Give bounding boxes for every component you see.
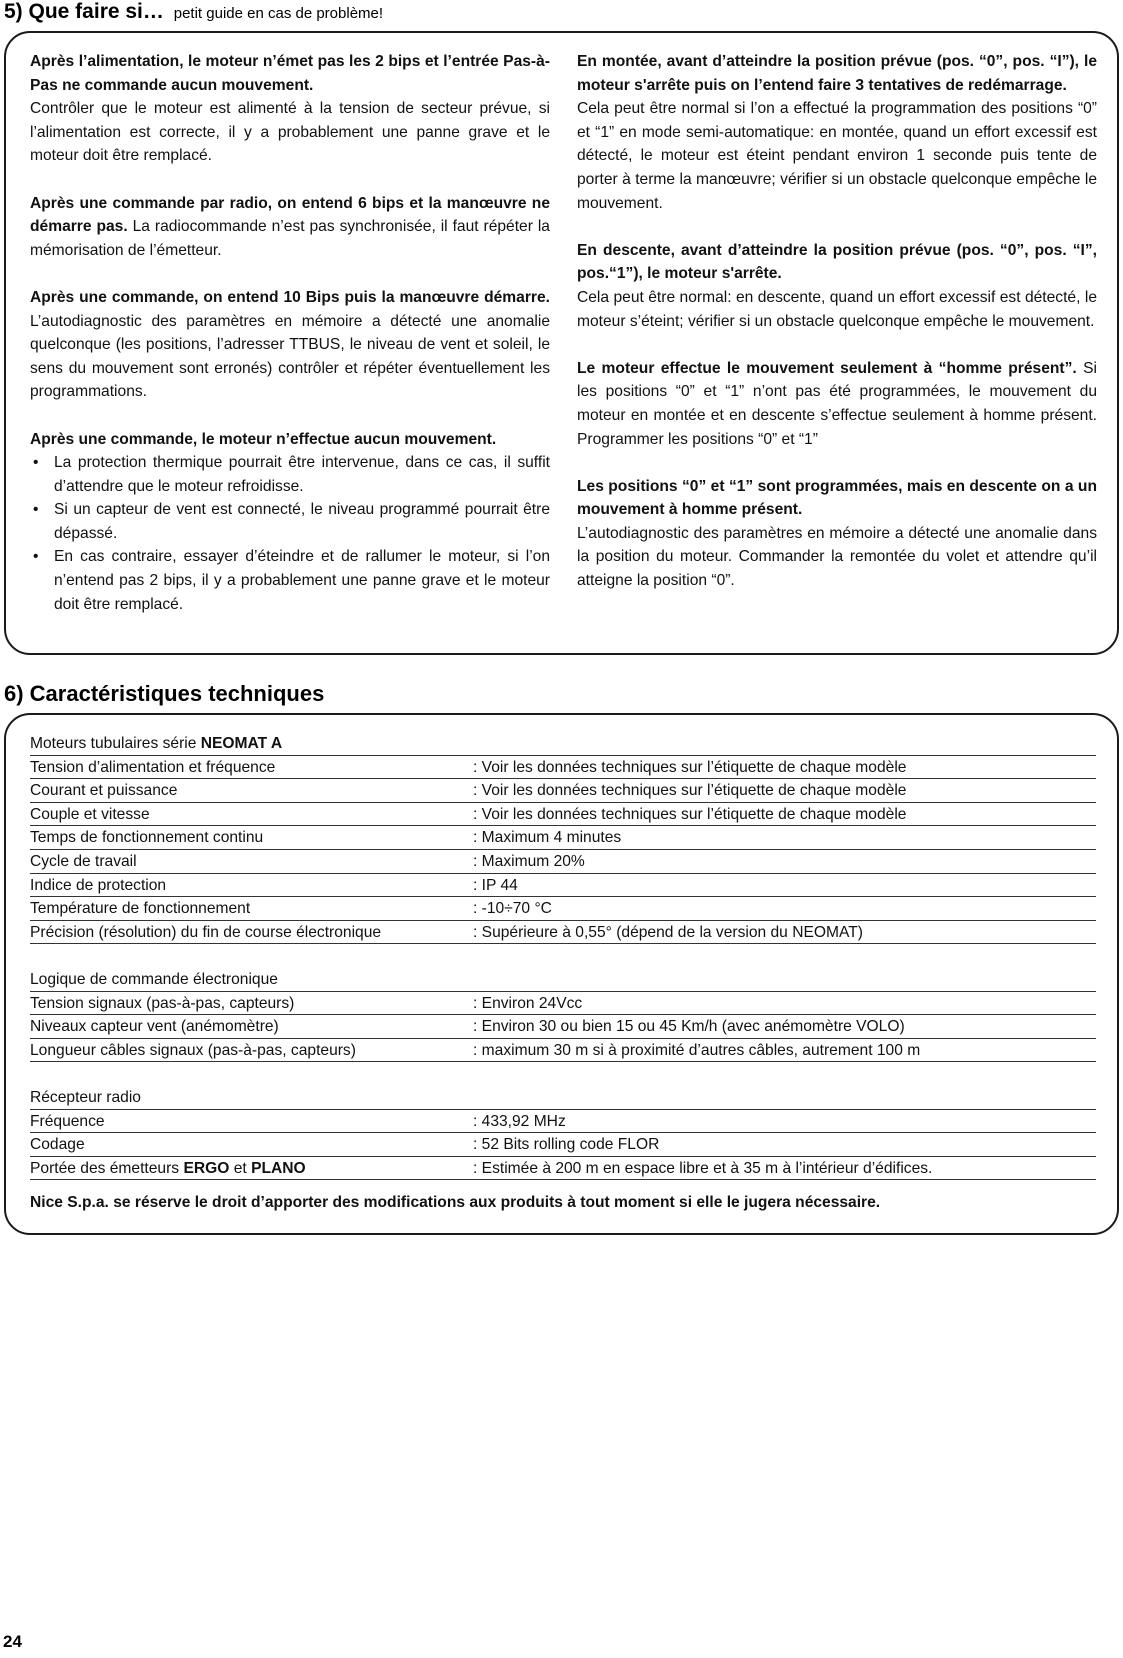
trouble-answer: Cela peut être normal si l’on a effectué la programmation des positions “0” et “1” en mode semi-automatique: en montée, quand un effort excessif est détecté, le moteur est éteint pendant environ 1 seconde puis tente de porter à terme la manœuvre; vérifier si un obstacle quelconque empêche le mouvement.	[577, 100, 1097, 212]
range-label-and: et	[233, 1159, 247, 1177]
trouble-answer: Contrôler que le moteur est alimenté à la tension de secteur prévue, si l’alimentation est correcte, il y a probablement une panne grave et le moteur doit être remplacé.	[30, 100, 550, 165]
spec-value: : 433,92 MHz	[473, 1112, 566, 1130]
trouble-question: Après une commande par radio, on entend 6 bips et la manœuvre ne démarre pas.	[30, 194, 550, 236]
section-6-title: 6) Caractéristiques techniques	[4, 681, 325, 706]
spec-row	[30, 992, 1096, 1016]
trouble-item	[577, 50, 1097, 215]
spec-value: : Voir les données techniques sur l’étiquette de chaque modèle	[473, 805, 907, 823]
spec-value: : Supérieure à 0,55° (dépend de la version du NEOMAT)	[473, 923, 863, 941]
spec-value: : Voir les données techniques sur l’étiquette de chaque modèle	[473, 758, 907, 776]
section-5-title: 5) Que faire si…	[4, 0, 164, 23]
spec-value: : Environ 24Vcc	[473, 994, 583, 1012]
trouble-item	[577, 475, 1097, 593]
spec-label: Cycle de travail	[30, 852, 137, 870]
motors-series-name: NEOMAT A	[200, 735, 283, 752]
trouble-bullet-list	[30, 451, 550, 616]
spec-row	[30, 874, 1096, 898]
spec-row	[30, 1110, 1096, 1134]
spec-label: Tension signaux (pas-à-pas, capteurs)	[30, 994, 295, 1012]
trouble-answer: L’autodiagnostic des paramètres en mémoire a détecté une anomalie dans la position du moteur. Commander la remontée du volet et attendre qu’il atteigne la position “0”.	[577, 524, 1097, 590]
spec-label: Codage	[30, 1136, 85, 1154]
troubleshooting-left-column	[30, 50, 550, 616]
spec-label: Longueur câbles signaux (pas-à-pas, capteurs)	[30, 1041, 356, 1059]
troubleshooting-right-column	[577, 50, 1097, 616]
logic-rows	[30, 992, 1096, 1063]
page-number: 24	[3, 1632, 22, 1651]
trouble-answer: Cela peut être normal: en descente, quand un effort excessif est détecté, le moteur s’éteint; vérifier si un obstacle quelconque empêche le mouvement.	[577, 288, 1097, 330]
section-5-subtitle: petit guide en cas de problème!	[173, 5, 384, 22]
spec-value: : maximum 30 m si à proximité d’autres câbles, autrement 100 m	[473, 1041, 921, 1059]
trouble-question: Les positions “0” et “1” sont programmées, mais en descente on a un mouvement à homme présent.	[577, 477, 1097, 519]
spec-label: Tension d’alimentation et fréquence	[30, 758, 276, 776]
spec-row	[30, 850, 1096, 874]
spec-label: Température de fonctionnement	[30, 900, 251, 918]
range-label-ergo: ERGO	[183, 1159, 230, 1177]
trouble-question: En montée, avant d’atteindre la position prévue (pos. “0”, pos. “I”), le moteur s'arrête puis on l’entend faire 3 tentatives de redémarrage.	[577, 53, 1097, 94]
motors-title-prefix: Moteurs tubulaires série	[30, 735, 197, 752]
spec-value: : 52 Bits rolling code FLOR	[473, 1136, 660, 1154]
spec-row	[30, 826, 1096, 850]
spec-label: Indice de protection	[30, 876, 167, 894]
spec-row	[30, 803, 1096, 827]
spec-label: Temps de fonctionnement continu	[30, 829, 264, 847]
spec-value: : -10÷70 °C	[473, 900, 552, 918]
spec-row	[30, 756, 1096, 780]
trouble-answer: L’autodiagnostic des paramètres en mémoire a détecté une anomalie quelconque (les positions, l’adresser TTBUS, le niveau de vent et soleil, le sens du mouvement sont erronés) contrôler et répéter éventuellement les programmations.	[30, 312, 550, 401]
spec-label: Niveaux capteur vent (anémomètre)	[30, 1018, 279, 1036]
spec-value: : Environ 30 ou bien 15 ou 45 Km/h (avec anémomètre VOLO)	[473, 1018, 905, 1036]
range-label-prefix: Portée des émetteurs	[30, 1159, 180, 1177]
spec-value: : Estimée à 200 m en espace libre et à 35 m à l’intérieur d’édifices.	[473, 1159, 933, 1177]
disclaimer: Nice S.p.a. se réserve le droit d’apporter des modifications aux produits à tout moment si elle le jugera nécessaire.	[30, 1194, 881, 1212]
trouble-item	[30, 192, 550, 263]
specifications-table	[30, 732, 1096, 1212]
trouble-item	[577, 357, 1097, 451]
radio-group-title: Récepteur radio	[30, 1086, 1096, 1110]
trouble-item	[30, 428, 550, 617]
trouble-answer: La radiocommande n’est pas synchronisée, il faut répéter la mémorisation de l’émetteur.	[30, 218, 550, 259]
spec-row	[30, 779, 1096, 803]
spec-label: Couple et vitesse	[30, 805, 150, 823]
spec-row	[30, 1133, 1096, 1157]
spec-value: : Voir les données techniques sur l’étiquette de chaque modèle	[473, 782, 907, 800]
trouble-question: Après une commande, le moteur n’effectue aucun mouvement.	[30, 430, 497, 448]
spec-label: Courant et puissance	[30, 782, 178, 800]
spec-row	[30, 897, 1096, 921]
spec-label: Fréquence	[30, 1112, 105, 1130]
spec-value: : IP 44	[473, 876, 518, 894]
trouble-bullet: • La protection thermique pourrait être intervenue, dans ce cas, il suffit d’attendre que le moteur refroidisse.	[30, 451, 550, 498]
spec-label	[30, 1157, 473, 1180]
trouble-item	[30, 50, 550, 168]
section-5-heading	[4, 0, 383, 24]
trouble-question: Le moteur effectue le mouvement seulement à “homme présent”.	[577, 359, 1077, 377]
trouble-question: Après l’alimentation, le moteur n’émet pas les 2 bips et l’entrée Pas-à-Pas ne commande aucun mouvement.	[30, 53, 550, 94]
logic-group-title: Logique de commande électronique	[30, 968, 1096, 992]
spec-value: : Maximum 20%	[473, 852, 585, 870]
motors-group-title	[30, 732, 1096, 756]
spec-row	[30, 1039, 1096, 1063]
radio-rows	[30, 1110, 1096, 1157]
trouble-question: En descente, avant d’atteindre la position prévue (pos. “0”, pos. “I”, pos.“1”), le moteur s'arrête.	[577, 241, 1097, 283]
trouble-answer: Si les positions “0” et “1” n’ont pas été programmées, le mouvement du moteur en montée et en descente s’effectue seulement à homme présent. Programmer les positions “0” et “1”	[577, 359, 1097, 448]
trouble-question: Après une commande, on entend 10 Bips puis la manœuvre démarre.	[30, 288, 550, 306]
spec-value: : Maximum 4 minutes	[473, 829, 622, 847]
trouble-item	[30, 286, 550, 404]
spec-row	[30, 1157, 1096, 1181]
trouble-bullet: • En cas contraire, essayer d’éteindre et de rallumer le moteur, si l’on n’entend pas 2 bips, il y a probablement une panne grave et le moteur doit être remplacé.	[30, 545, 550, 616]
spec-row	[30, 921, 1096, 945]
troubleshooting-box	[4, 31, 1119, 655]
motors-rows	[30, 756, 1096, 945]
range-label-plano: PLANO	[251, 1159, 306, 1177]
trouble-item	[577, 239, 1097, 333]
trouble-bullet: • Si un capteur de vent est connecté, le niveau programmé pourrait être dépassé.	[30, 498, 550, 545]
specifications-box	[4, 713, 1119, 1235]
spec-row	[30, 1015, 1096, 1039]
spec-label: Précision (résolution) du fin de course électronique	[30, 923, 382, 941]
